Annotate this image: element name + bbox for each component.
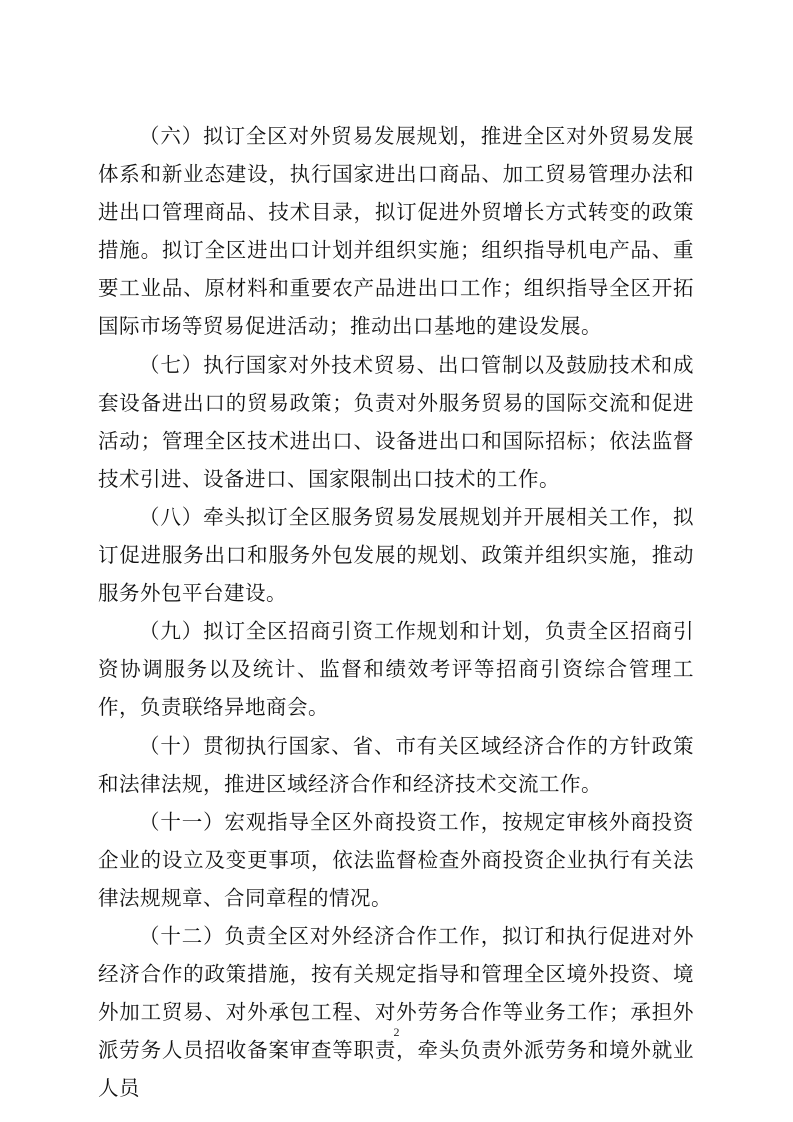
paragraph-9: （九）拟订全区招商引资工作规划和计划，负责全区招商引资协调服务以及统计、监督和绩效考评等招商引资综合管理工作，负责联络异地商会。	[98, 619, 694, 720]
paragraph-6: （六）拟订全区对外贸易发展规划，推进全区对外贸易发展体系和新业态建设，执行国家进出口商品、加工贸易管理办法和进出口管理商品、技术目录，拟订促进外贸增长方式转变的政策措施。拟订全区进出口计划并组织实施；组织指导机电产品、重要工业品、原材料和重要农产品进出口工作；组织指导全区开拓国际市场等贸易促进活动；推动出口基地的建设发展。	[98, 124, 694, 339]
paragraph-10: （十）贯彻执行国家、省、市有关区域经济合作的方针政策和法律法规，推进区域经济合作和经济技术交流工作。	[98, 733, 694, 796]
paragraph-7: （七）执行国家对外技术贸易、出口管制以及鼓励技术和成套设备进出口的贸易政策；负责对外服务贸易的国际交流和促进活动；管理全区技术进出口、设备进出口和国际招标；依法监督技术引进、设备进口、国家限制出口技术的工作。	[98, 352, 694, 491]
paragraph-12: （十二）负责全区对外经济合作工作，拟订和执行促进对外经济合作的政策措施，按有关规定指导和管理全区境外投资、境外加工贸易、对外承包工程、对外劳务合作等业务工作；承担外派劳务人员招收备案审查等职责，牵头负责外派劳务和境外就业人员	[98, 923, 694, 1101]
page-number: 2	[393, 1025, 400, 1039]
paragraph-11: （十一）宏观指导全区外商投资工作，按规定审核外商投资企业的设立及变更事项，依法监督检查外商投资企业执行有关法律法规规章、合同章程的情况。	[98, 809, 694, 910]
document-body	[98, 117, 694, 1107]
paragraph-8: （八）牵头拟订全区服务贸易发展规划并开展相关工作，拟订促进服务出口和服务外包发展的规划、政策并组织实施，推动服务外包平台建设。	[98, 504, 694, 606]
